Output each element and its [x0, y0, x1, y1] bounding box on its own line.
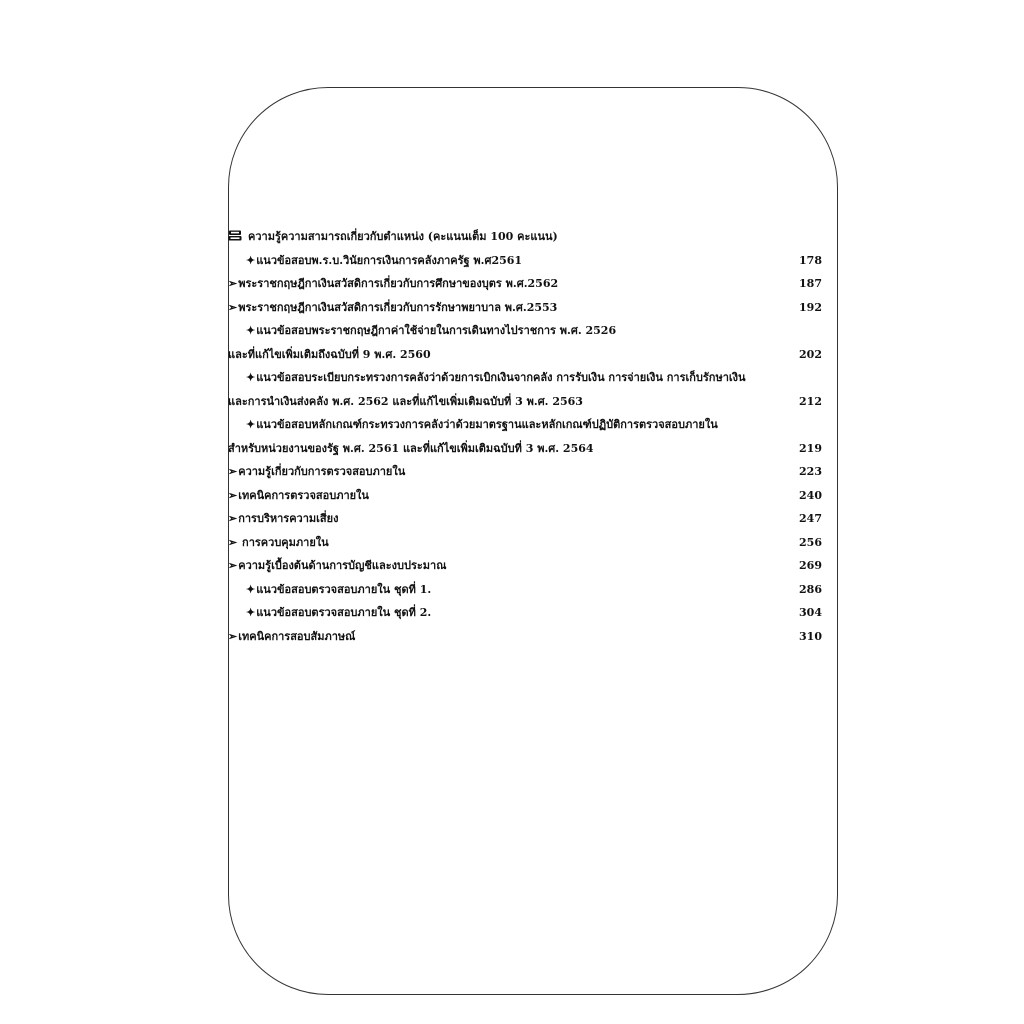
page-number: 212 [799, 394, 822, 408]
toc-row-14 [228, 554, 826, 578]
toc-entry-text: สำหรับหน่วยงานของรัฐ พ.ศ. 2561 และที่แก้ไขเพิ่มเติมฉบับที่ 3 พ.ศ. 2564 [228, 441, 594, 455]
toc-row-6 [228, 366, 826, 390]
page-number: 310 [799, 629, 822, 643]
toc-row-12 [228, 507, 826, 531]
star-bullet-icon: ✦ [246, 324, 256, 337]
toc-entry-text: และการนำเงินส่งคลัง พ.ศ. 2562 และที่แก้ไขเพิ่มเติมฉบับที่ 3 พ.ศ. 2563 [228, 394, 583, 408]
page-number: 192 [799, 300, 822, 314]
arrow-bullet-icon: ➢ [228, 512, 238, 525]
page-number: 286 [799, 582, 822, 596]
books-icon [228, 230, 242, 241]
page-number: 240 [799, 488, 822, 502]
toc-heading-text: ความรู้ความสามารถเกี่ยวกับตำแหน่ง (คะแนนเต็ม 100 คะแนน) [248, 230, 558, 243]
page-number: 178 [799, 253, 822, 267]
toc-entry-text: ความรู้เกี่ยวกับการตรวจสอบภายใน [238, 465, 406, 478]
toc-row-7 [228, 390, 826, 414]
page-number: 223 [799, 465, 822, 478]
page-number: 256 [799, 535, 822, 549]
page-number: 247 [799, 512, 822, 525]
toc-entry-text: แนวข้อสอบพ.ร.บ.วินัยการเงินการคลังภาครัฐ พ.ศ2561 [256, 253, 523, 267]
page-number: 269 [799, 559, 822, 572]
toc-row-13 [228, 531, 826, 555]
toc-row-17 [228, 625, 826, 649]
toc-entry-text: เทคนิคการสอบสัมภาษณ์ [238, 629, 356, 643]
table-of-contents [228, 225, 826, 648]
toc-entry-text: ความรู้เบื้องต้นด้านการบัญชีและงบประมาณ [238, 559, 447, 572]
toc-heading [228, 225, 826, 249]
star-bullet-icon: ✦ [246, 418, 256, 431]
toc-row-4 [228, 319, 826, 343]
toc-row-15 [228, 578, 826, 602]
toc-entry-text: และที่แก้ไขเพิ่มเติมถึงฉบับที่ 9 พ.ศ. 2560 [228, 347, 431, 361]
toc-entry-text: เทคนิคการตรวจสอบภายใน [238, 488, 369, 502]
arrow-bullet-icon: ➢ [228, 535, 238, 549]
toc-row-1 [228, 249, 826, 273]
toc-entry-text: การบริหารความเสี่ยง [238, 512, 339, 525]
toc-entry-text: พระราชกฤษฎีกาเงินสวัสดิการเกี่ยวกับการรักษาพยาบาล พ.ศ.2553 [238, 300, 558, 314]
page-number: 219 [799, 441, 822, 455]
page-number: 304 [799, 606, 822, 619]
toc-row-16 [228, 601, 826, 625]
star-bullet-icon: ✦ [246, 582, 256, 596]
toc-row-3 [228, 296, 826, 320]
toc-row-10 [228, 460, 826, 484]
arrow-bullet-icon: ➢ [228, 629, 238, 643]
toc-row-8 [228, 413, 826, 437]
toc-row-9 [228, 437, 826, 461]
toc-row-11 [228, 484, 826, 508]
toc-row-5 [228, 343, 826, 367]
toc-entry-text: แนวข้อสอบระเบียบกระทรวงการคลังว่าด้วยการเบิกเงินจากคลัง การรับเงิน การจ่ายเงิน การเก็บรักษาเงิน [256, 371, 746, 384]
star-bullet-icon: ✦ [246, 371, 256, 384]
arrow-bullet-icon: ➢ [228, 300, 238, 314]
toc-entry-text: แนวข้อสอบพระราชกฤษฎีกาค่าใช้จ่ายในการเดินทางไปราชการ พ.ศ. 2526 [256, 324, 617, 337]
page-number: 202 [799, 347, 822, 361]
star-bullet-icon: ✦ [246, 606, 256, 619]
star-bullet-icon: ✦ [246, 253, 256, 267]
toc-entry-text: การควบคุมภายใน [238, 535, 329, 549]
toc-entry-text: แนวข้อสอบตรวจสอบภายใน ชุดที่ 2. [256, 606, 432, 619]
toc-entry-text: แนวข้อสอบหลักเกณฑ์กระทรวงการคลังว่าด้วยมาตรฐานและหลักเกณฑ์ปฏิบัติการตรวจสอบภายใน [256, 418, 718, 431]
arrow-bullet-icon: ➢ [228, 488, 238, 502]
toc-entry-text: แนวข้อสอบตรวจสอบภายใน ชุดที่ 1. [256, 582, 432, 596]
arrow-bullet-icon: ➢ [228, 465, 238, 478]
arrow-bullet-icon: ➢ [228, 559, 238, 572]
toc-row-2 [228, 272, 826, 296]
page-number: 187 [799, 277, 822, 290]
toc-entry-text: พระราชกฤษฎีกาเงินสวัสดิการเกี่ยวกับการศึกษาของบุตร พ.ศ.2562 [238, 277, 559, 290]
arrow-bullet-icon: ➢ [228, 277, 238, 290]
